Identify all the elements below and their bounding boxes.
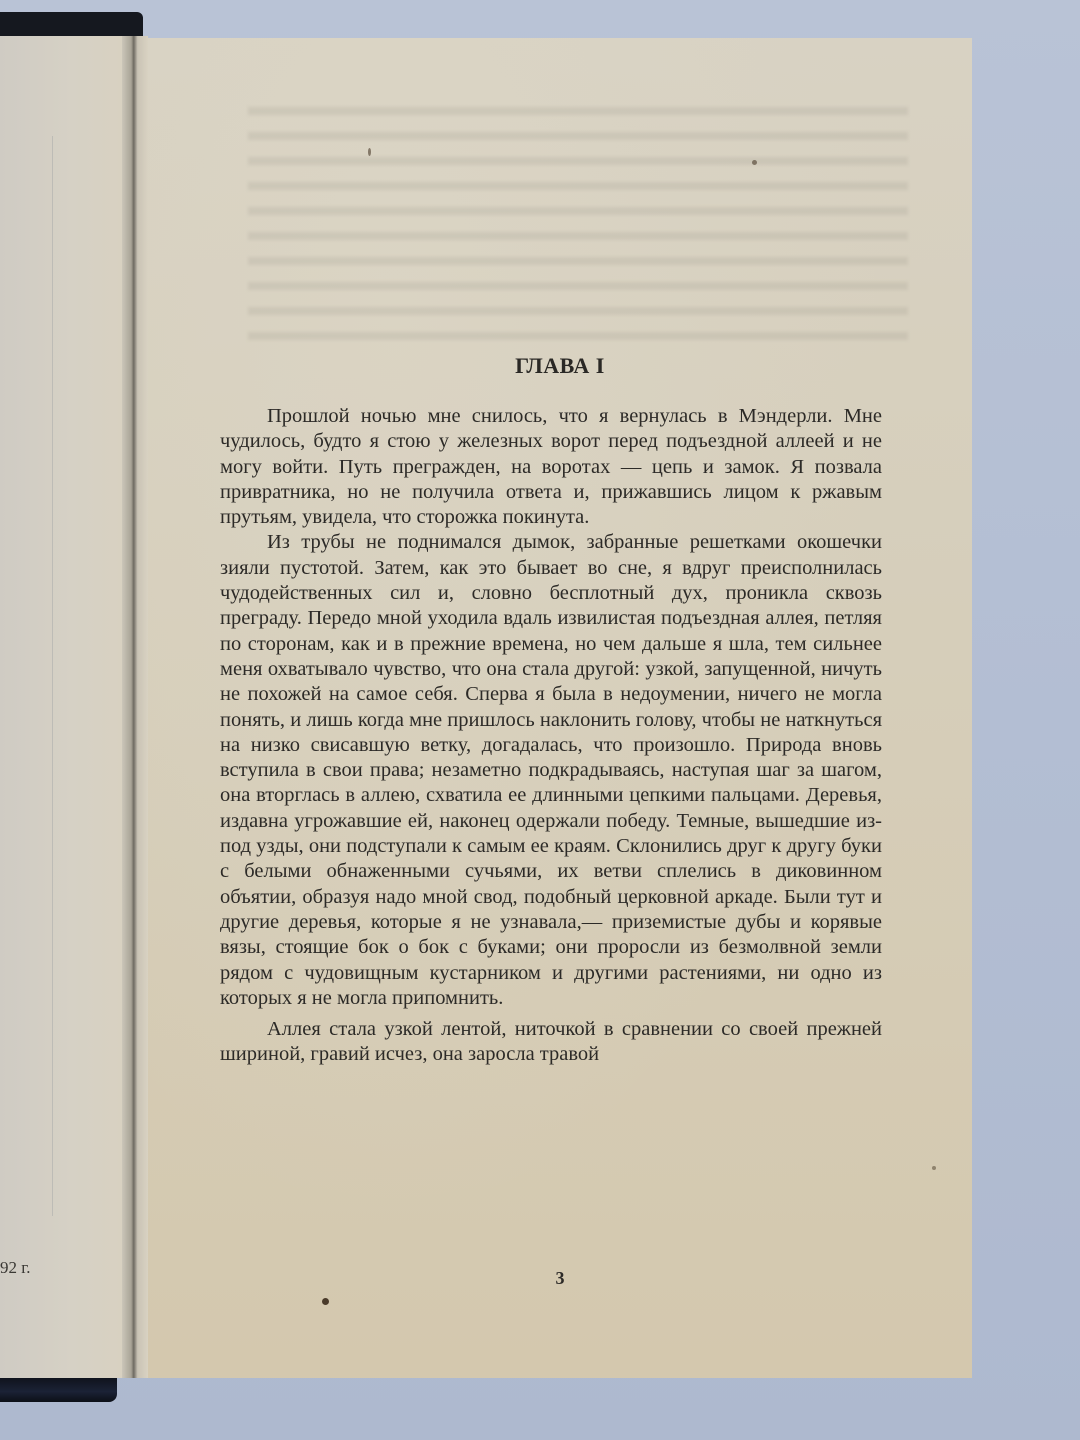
paragraph-3: Аллея стала узкой лентой, ниточкой в сравнении со своей прежней шириной, гравий исчез, она заросла травой <box>220 1018 882 1066</box>
book-gutter <box>122 36 148 1378</box>
page-number: 3 <box>555 1268 565 1288</box>
book-cover-edge-top <box>0 12 143 38</box>
paper-speck <box>752 160 757 165</box>
paper-speck <box>322 1298 329 1305</box>
paper-speck <box>368 148 371 156</box>
left-page-frame <box>0 136 53 1216</box>
body-text <box>220 404 882 1068</box>
paragraph-1: Прошлой ночью мне снилось, что я вернулась в Мэндерли. Мне чудилось, будто я стою у железных ворот перед подъездной аллеей и не могу войти. Путь прегражден, на воротах — цепь и замок. Я позвала привратника, но не получила ответа и, прижавшись лицом к ржавым прутьям, увидела, что сторожка покинута. <box>220 405 882 529</box>
bleed-through-text <box>248 93 908 353</box>
left-page-year-text: 92 г. <box>0 1258 31 1277</box>
left-page <box>0 36 122 1378</box>
book-cover-edge-bottom <box>0 1376 117 1402</box>
paper-speck <box>932 1166 936 1170</box>
right-page <box>148 38 972 1378</box>
paragraph-2: Из трубы не поднимался дымок, забранные решетками окошечки зияли пустотой. Затем, как это бывает во сне, я вдруг преисполнилась чудодейственных сил и, словно бесплотный дух, проникла сквозь преграду. Передо мной уходила вдаль извилистая подъездная аллея, петляя по сторонам, как и в прежние времена, но чем дальше я шла, тем сильнее меня охватывало чувство, что она стала другой: узкой, запущенной, ничуть не похожей на самое себя. Сперва я была в недоумении, ничего не могла понять, и лишь когда мне пришлось наклонить голову, чтобы не наткнуться на низко свисавшую ветку, догадалась, что произошло. Природа вновь вступила в свои права; незаметно подкрадываясь, наступая шаг за шагом, она вторглась в аллею, схватила ее длинными цепкими пальцами. Деревья, издавна угрожавшие ей, наконец одержали победу. Темные, вышедшие из-под узды, они подступали к самым ее краям. Склонились друг к другу буки с белыми обнаженными сучьями, их ветви сплелись в диковинном объятии, образуя надо мной свод, подобный церковной аркаде. Были тут и другие деревья, которые я не узнавала,— приземистые дубы и корявые вязы, стоящие бок о бок с буками; они проросли из безмолвной земли рядом с чудовищным кустарником и другими растениями, ни одно из которых я не могла припомнить. <box>220 531 882 1009</box>
chapter-title: ГЛАВА I <box>515 353 605 378</box>
